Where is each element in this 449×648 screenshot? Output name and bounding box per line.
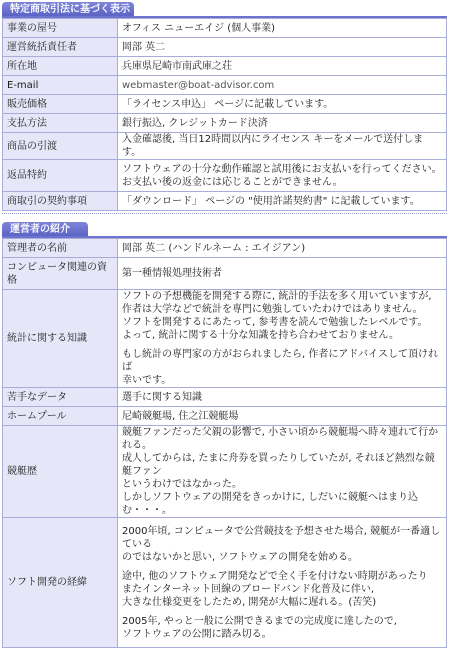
value-line: お支払い後の返金には応じることができません。	[122, 176, 343, 188]
table-row	[3, 160, 447, 192]
table-row	[3, 19, 447, 38]
row-label: ソフト開発の経緯	[3, 518, 118, 648]
operator-profile-header	[0, 222, 449, 238]
legal-notice-header	[0, 2, 449, 18]
legal-notice-table	[2, 18, 447, 211]
row-value	[118, 95, 447, 114]
row-label: 苦手なデータ	[3, 388, 118, 407]
row-label: 競艇歴	[3, 426, 118, 518]
value-line: ソフトウェアの十分な動作確認と試用後にお支払いを行ってください。	[122, 163, 442, 175]
row-label: 所在地	[3, 57, 118, 76]
table-row	[3, 388, 447, 407]
row-value	[118, 76, 447, 95]
row-label: 統計に関する知識	[3, 290, 118, 388]
value-line: 2005年, やっと一般に公開できるまでの完成度に達したので,	[122, 615, 397, 627]
row-label: 事業の屋号	[3, 19, 118, 38]
value-line: 成人してからは, たまに舟券を買ったりしていたが, それほど熱烈な競艇ファン	[122, 453, 435, 477]
value-line: 岡部 英二 (ハンドルネーム : エイジアン)	[122, 242, 306, 254]
row-value	[118, 192, 447, 211]
row-value	[118, 160, 447, 192]
value-line: 大きな仕様変更をしたため, 開発が大幅に遅れる。(苦笑)	[122, 596, 377, 608]
table-row	[3, 57, 447, 76]
row-value	[118, 426, 447, 518]
row-value	[118, 290, 447, 388]
license-page-link[interactable]: 「ライセンス申込」 ページに記載しています。	[122, 98, 334, 110]
row-value	[118, 258, 447, 290]
table-row	[3, 133, 447, 160]
row-label: 管理者の名前	[3, 239, 118, 258]
row-label: 販売価格	[3, 95, 118, 114]
value-line: というわけではなかった。	[122, 479, 242, 490]
table-row	[3, 407, 447, 426]
row-label: 運営統括責任者	[3, 38, 118, 57]
row-value	[118, 407, 447, 426]
row-label: コンピュータ関連の資格	[3, 258, 118, 290]
section-divider	[2, 213, 447, 214]
table-row	[3, 239, 447, 258]
value-line: しかしソフトウェアの開発をきっかけに, しだいに競艇へはまり込む・・・。	[122, 492, 418, 516]
value-line: またインターネット回線のブロードバンド化普及に伴い,	[122, 583, 375, 595]
table-row	[3, 290, 447, 388]
value-line: ソフトの予想機能を開発する際に, 統計的手法を多く用いていますが,	[122, 291, 432, 302]
table-row	[3, 38, 447, 57]
value-line: のではないかと思い, ソフトウェアの開発を始める。	[122, 551, 358, 563]
value-line: 銀行振込, クレジットカード決済	[122, 117, 268, 129]
email-link[interactable]: webmaster@boat-advisor.com	[122, 79, 275, 91]
row-label: ホームプール	[3, 407, 118, 426]
row-value	[118, 19, 447, 38]
row-value	[118, 57, 447, 76]
row-label: 支払方法	[3, 114, 118, 133]
legal-notice-title: 特定商取引法に基づく表示	[2, 2, 134, 18]
value-line: ソフトを開発するにあたって, 参考書を読んで勉強したレベルです。	[122, 317, 428, 328]
value-line: オフィス ニューエイジ (個人事業)	[122, 22, 276, 34]
row-label: 商品の引渡	[3, 133, 118, 160]
row-value	[118, 38, 447, 57]
table-row	[3, 258, 447, 290]
value-line: 2000年頃, コンピュータで公営競技を予想させた場合, 競艇が一番適している	[122, 525, 441, 550]
value-line: 作者は大学などで統計を専門に勉強していたわけではありません。	[122, 304, 423, 315]
table-row	[3, 426, 447, 518]
row-label: 返品特約	[3, 160, 118, 192]
value-line: もし統計の専門家の方がおられましたら, 作者にアドバイスして頂ければ	[122, 349, 439, 373]
row-value	[118, 239, 447, 258]
download-page-link[interactable]: 「ダウンロード」 ページの "使用許諾契約書" に記載しています。	[122, 195, 420, 207]
row-label: E-mail	[3, 76, 118, 95]
value-line: 兵庫県尼崎市南武庫之荘	[122, 60, 232, 72]
value-line: 競艇ファンだった父親の影響で, 小さい頃から競艇場へ時々連れて行かれる。	[122, 427, 439, 451]
value-line: 岡部 英二	[122, 41, 166, 53]
value-line: 第一種情報処理技術者	[122, 268, 222, 279]
value-line: 幸いです。	[122, 375, 172, 386]
value-line: ソフトウェアの公開に踏み切る。	[122, 628, 272, 640]
operator-profile-title: 運営者の紹介	[2, 222, 88, 238]
operator-profile-table	[2, 238, 447, 648]
table-row	[3, 76, 447, 95]
header-rule	[2, 236, 447, 238]
table-row	[3, 95, 447, 114]
table-row	[3, 518, 447, 648]
row-value	[118, 114, 447, 133]
value-line: 途中, 他のソフトウェア開発などで全く手を付けない時期があったり	[122, 570, 428, 582]
value-line: よって, 統計に関する十分な知識を持ち合わせておりません。	[122, 330, 399, 341]
value-line: 入金確認後, 当日12時間以内にライセンス キーをメールで送付します。	[122, 134, 424, 158]
legal-notice-section	[0, 2, 449, 211]
row-value	[118, 133, 447, 160]
table-row	[3, 192, 447, 211]
operator-profile-section	[0, 222, 449, 648]
value-line: 選手に関する知識	[122, 391, 202, 403]
row-value	[118, 388, 447, 407]
header-rule	[2, 16, 447, 18]
table-row	[3, 114, 447, 133]
row-value	[118, 518, 447, 648]
value-line: 尼崎競艇場, 住之江競艇場	[122, 410, 239, 422]
row-label: 商取引の契約事項	[3, 192, 118, 211]
